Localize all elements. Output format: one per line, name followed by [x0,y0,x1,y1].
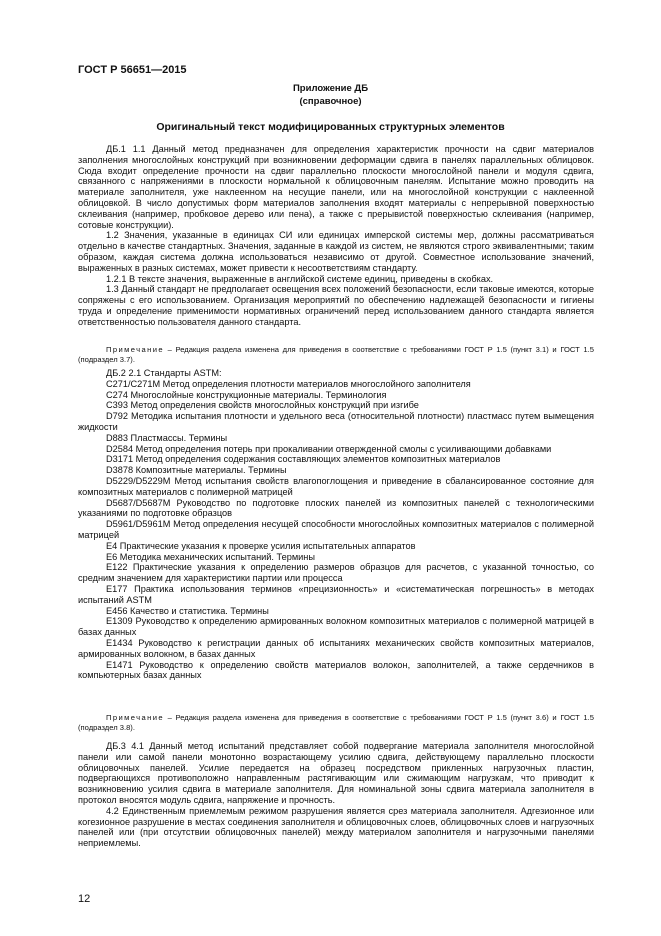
standard-item: D792 Методика испытания плотности и удельного веса (относительной плотности) пластмасс путем вымещения жидкости [78,411,594,432]
paragraph: 4.2 Единственным приемлемым режимом разрушения является срез материала заполнителя. Адгезионное или когезионное разрушение в местах соединения заполнителя и облицовочных слоев, облицовочных слоев и нагрузочных панелей или (при отсутствии облицовочных панелей) между материалом заполнителя и нагрузочными панелями неприемлемы. [78,805,594,849]
standard-item: D5229/D5229M Метод испытания свойств влагопоглощения и приведение в сбалансированное состояние для композитных материалов с полимерной матрицей [78,475,594,497]
note-2 [78,713,594,733]
standard-item: E1309 Руководство к определению армированных волокном композитных материалов с полимерной матрицей в базах данных [78,616,594,638]
paragraph: 1.2 Значения, указанные в единицах СИ или единицах имперской системы мер, должны рассматриваться отдельно в качестве стандартных. Значения, заданные в каждой из систем, не являются строго эквивалентными; таким образом, каждая система должна использоваться независимо от другой. Совместное использование значений, выраженных в разных системах, может привести к несоответствиям стандарту. [78,230,594,273]
section-db2 [78,368,594,681]
main-title: Оригинальный текст модифицированных структурных элементов [156,121,505,133]
standard-item: D5961/D5961M Метод определения несущей способности многослойных композитных материалов с полимерной матрицей [78,519,594,540]
standard-item: E4 Практические указания к проверке усилия испытательных аппаратов [106,540,416,551]
page-number: 12 [78,893,91,905]
note-1 [78,345,594,365]
paragraph: ДБ.3 4.1 Данный метод испытаний представляет собой подвергание материала заполнителя многослойной панели или самой панели монотонно возрастающему усилию сдвига, действующему параллельно плоскости облицовочных панелей. Усилие передается на образец посредством прикленных нагрузочных пластин, подвергающихся противоположно направленным растягивающим или сжимающим нагрузкам, что приводит к возникновению усилия сдвига в материале заполнителя. Для номинальной зоны сдвига материала заполнителя в протокол вносятся модуль сдвига, напряжение и прочность. [78,741,594,805]
section-intro: ДБ.2 2.1 Стандарты ASTM: [106,368,222,378]
note-label: Примечание [106,713,164,722]
appendix-title: Приложение ДБ [292,83,369,94]
standard-item: E456 Качество и статистика. Термины [106,605,269,616]
standard-item: D5687/D5687M Руководство по подготовке плоских панелей из композитных панелей с технологическими указаниями по подготовке образцов [78,497,594,519]
standard-item: E177 Практика использования терминов «прецизионность» и «систематическая погрешность» в методах испытаний ASTM [78,583,594,605]
note-text: – Редакция раздела изменена для приведения в соответствие с требованиями ГОСТ Р 1.5 (пункт 3.1) и ГОСТ 1.5 (подраздел 3.7). [78,345,594,364]
standard-item: E6 Методика механических испытаний. Термины [106,551,315,562]
appendix-subtitle: (справочное) [299,96,362,107]
standard-item: C393 Метод определения свойств многослойных конструкций при изгибе [106,400,419,411]
note-label: Примечание [106,345,164,354]
standard-item: D3878 Композитные материалы. Термины [106,465,287,476]
paragraph: 1.2.1 В тексте значения, выраженные в английской системе единиц, приведены в скобках. [106,273,494,284]
standard-item: E122 Практические указания к определению размеров образцов для расчетов, с указанной точностью, со средним значением для характеристики партии или процесса [78,562,594,584]
standard-item: D3171 Метод определения содержания составляющих элементов композитных материалов [106,454,501,465]
paragraph: ДБ.1 1.1 Данный метод предназначен для определения характеристик прочности на сдвиг материалов заполнения многослойных конструкций при возникновении деформации сдвига в панелях параллельных облицовок. Сюда входит определение прочности на сдвиг параллельно плоскости многослойной панели и модуля сдвига, связанного с напряжениями в плоскости нормальной к облицовочным панелям. Испытание можно проводить на материале заполнителя, уже наклеенном на несущие панели, или на многослойной конструкции с наклеенной облицовкой. В число допустимых форм материалов заполнения входят материалы с непрерывной поверхностью склеивания (например, пробковое дерево или пена), а также с прерывистой поверхностью склеивания (например, сотовые конструкции). [78,144,594,230]
standard-item: C274 Многослойные конструкционные материалы. Терминология [106,389,387,400]
standard-item: E1434 Руководство к регистрации данных об испытаниях механических свойств композитных материалов, армированных волокном, в базах данных [78,637,594,659]
standard-item: E1471 Руководство к определению свойств материалов волокон, заполнителей, а также сердечников в компьютерных базах данных [78,659,594,681]
standard-item: C271/C271M Метод определения плотности материалов многослойного заполнителя [106,378,471,389]
section-db3 [78,741,594,849]
note-text: – Редакция раздела изменена для приведения в соответствие с требованиями ГОСТ Р 1.5 (пункт 3.6) и ГОСТ 1.5 (подраздел 3.8). [78,713,594,732]
document-header: ГОСТ Р 56651—2015 [78,64,187,76]
standard-item: D2584 Метод определения потерь при прокаливании отвержденной смолы с усиливающими добавками [106,443,552,454]
standard-item: D883 Пластмассы. Термины [106,432,228,443]
section-db1 [78,144,594,328]
paragraph: 1.3 Данный стандарт не предполагает освещения всех положений безопасности, если таковые имеются, которые сопряжены с его использованием. Организация мероприятий по обеспечению надлежащей безопасности и гигиены труда и определение применимости нормативных ограничений перед использованием данного стандарта является ответственностью пользователя данного стандарта. [78,284,594,327]
